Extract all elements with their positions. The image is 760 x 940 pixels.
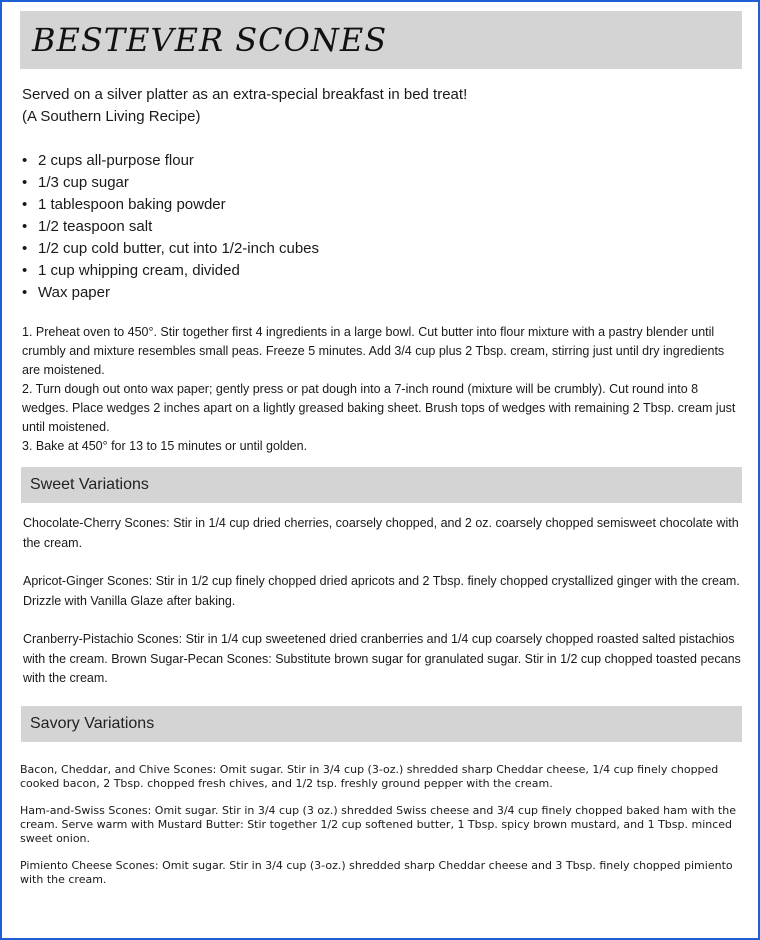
sweet-variations-banner <box>21 467 742 503</box>
recipe-title: BESTEVER SCONES <box>32 21 388 59</box>
ingredient-item: • 1 cup whipping cream, divided <box>22 260 319 282</box>
ingredient-item: • 1/3 cup sugar <box>22 172 319 194</box>
variation-item: Cranberry-Pistachio Scones: Stir in 1/4 cup sweetened dried cranberries and 1/4 cup coarsely chopped roasted salted pistachios with the cream. Brown Sugar-Pecan Scones: Substitute brown sugar for granulated sugar. Stir in 1/2 cup chopped toasted pecans with the cream. <box>23 632 741 685</box>
ingredient-item: • 1 tablespoon baking powder <box>22 194 319 216</box>
recipe-intro <box>22 84 467 128</box>
ingredient-item: • Wax paper <box>22 282 319 304</box>
title-banner <box>20 11 742 69</box>
instruction-step: 1. Preheat oven to 450°. Stir together first 4 ingredients in a large bowl. Cut butter into flour mixture with a pastry blender until crumbly and mixture resembles small peas. Freeze 5 minutes. Add 3/4 cup plus 2 Tbsp. cream, stirring just until dry ingredients are moistened. <box>22 325 725 377</box>
savory-variations-heading: Savory Variations <box>30 715 155 732</box>
ingredient-item: • 1/2 teaspoon salt <box>22 216 319 238</box>
sweet-variations-heading: Sweet Variations <box>30 476 149 493</box>
instruction-step: 3. Bake at 450° for 13 to 15 minutes or until golden. <box>22 439 308 453</box>
ingredient-list <box>22 150 319 304</box>
ingredient-item: • 2 cups all-purpose flour <box>22 150 319 172</box>
variation-item: Apricot-Ginger Scones: Stir in 1/2 cup finely chopped dried apricots and 2 Tbsp. finely chopped crystallized ginger with the cream. Drizzle with Vanilla Glaze after baking. <box>23 574 740 608</box>
intro-line: Served on a silver platter as an extra-special breakfast in bed treat! <box>22 86 468 103</box>
savory-variations-banner <box>21 706 742 742</box>
ingredient-item: • 1/2 cup cold butter, cut into 1/2-inch cubes <box>22 238 319 260</box>
variation-item: Bacon, Cheddar, and Chive Scones: Omit sugar. Stir in 3/4 cup (3-oz.) shredded sharp Cheddar cheese, 1/4 cup finely chopped cooked bacon, 2 Tbsp. chopped fresh chives, and 1/2 tsp. freshly ground pepper with the cream. <box>20 763 719 790</box>
intro-source: (A Southern Living Recipe) <box>22 108 201 125</box>
variation-item: Ham-and-Swiss Scones: Omit sugar. Stir in 3/4 cup (3 oz.) shredded Swiss cheese and 3/4 cup finely chopped baked ham with the cream. Serve warm with Mustard Butter: Stir together 1/2 cup softened butter, 1 Tbsp. spicy brown mustard, and 1 Tbsp. minced sweet onion. <box>20 804 736 845</box>
sweet-variations-list <box>23 514 748 708</box>
instructions <box>22 323 742 456</box>
variation-item: Pimiento Cheese Scones: Omit sugar. Stir in 3/4 cup (3-oz.) shredded sharp Cheddar cheese and 3 Tbsp. finely chopped pimiento with the cream. <box>20 859 733 886</box>
instruction-step: 2. Turn dough out onto wax paper; gently press or pat dough into a 7-inch round (mixture will be crumbly). Cut round into 8 wedges. Place wedges 2 inches apart on a lightly greased baking sheet. Brush tops of wedges with remaining 2 Tbsp. cream just until moistened. <box>22 382 736 434</box>
savory-variations-list <box>20 763 745 900</box>
variation-item: Chocolate-Cherry Scones: Stir in 1/4 cup dried cherries, coarsely chopped, and 2 oz. coarsely chopped semisweet chocolate with the cream. <box>23 516 739 550</box>
